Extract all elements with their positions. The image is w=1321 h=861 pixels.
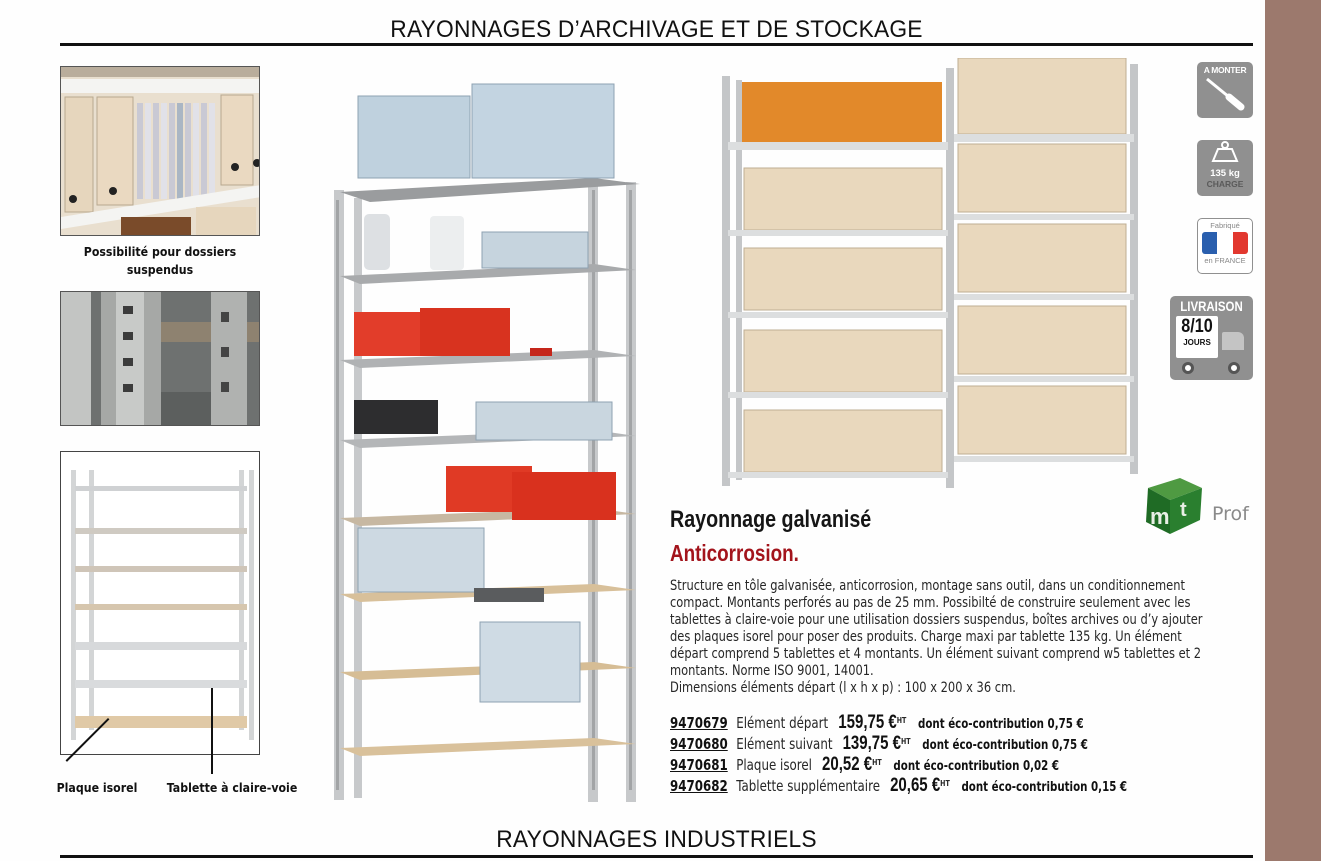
brand-suffix: Prof [1212,503,1249,525]
side-color-band [1265,0,1321,861]
section-title: RAYONNAGES D’ARCHIVAGE ET DE STOCKAGE [390,16,923,43]
price-row [670,733,1223,754]
assembly-required-badge [1197,62,1253,118]
section-rule [60,43,1253,46]
item-name: Plaque isorel [736,756,812,774]
french-flag-icon [1202,232,1248,254]
upright-closeup-photo [60,291,260,426]
mt-cube-logo-icon [1140,476,1206,536]
item-name: Elément suivant [736,735,833,753]
delivery-label: LIVRAISON [1180,299,1243,314]
item-price: 20,65 € [890,775,941,796]
product-subtitle: Anticorrosion. [670,540,799,566]
eco-contribution: dont éco-contribution 0,75 € [922,738,1088,753]
item-price: 20,52 € [822,754,873,775]
made-label-bottom: en FRANCE [1204,256,1246,265]
truck-wheel-icon [1182,362,1194,374]
made-in-france-badge [1197,218,1253,274]
price-row [670,712,1223,733]
archive-shelving-photo [722,58,1140,488]
product-reference[interactable]: 9470680 [670,735,728,753]
tax-label: HT [872,758,882,767]
caption-claire-voie: Tablette à claire-voie [166,780,298,795]
price-row [670,754,1223,775]
load-value: 135 kg [1210,168,1240,179]
item-price: 159,75 € [838,712,897,733]
delivery-days: 8/10 [1181,316,1213,337]
delivery-badge [1170,296,1253,380]
product-reference[interactable]: 9470682 [670,777,728,795]
next-section-title: RAYONNAGES INDUSTRIELS [496,826,817,853]
dimensions-text: Dimensions éléments départ (l x h x p) : 100 x 200 x 36 cm. [670,680,1016,696]
price-row [670,775,1223,796]
load-label: CHARGE [1206,179,1244,189]
caption-isorel: Plaque isorel [56,780,138,795]
truck-cab-icon [1222,332,1244,350]
tax-label: HT [901,737,911,746]
weight-icon [1211,140,1239,162]
product-reference[interactable]: 9470679 [670,714,728,732]
tax-label: HT [940,779,950,788]
shelf-diagram-photo [60,451,260,755]
truck-wheel-icon [1228,362,1240,374]
delivery-days-box [1176,316,1218,358]
load-capacity-badge [1197,140,1253,196]
product-reference[interactable]: 9470681 [670,756,728,774]
item-price: 139,75 € [842,733,902,754]
screwdriver-icon [1203,75,1247,111]
eco-contribution: dont éco-contribution 0,15 € [961,780,1128,795]
tax-label: HT [896,716,907,725]
main-shelf-photo [330,80,650,810]
price-list [670,712,1223,796]
section-rule [60,855,1253,858]
product-title: Rayonnage galvanisé [670,506,872,533]
eco-contribution: dont éco-contribution 0,75 € [917,717,1084,732]
assembly-label: A MONTER [1203,65,1247,75]
suspended-folders-photo [60,66,260,236]
svg-text:m: m [1150,504,1170,529]
made-label-top: Fabriqué [1210,221,1240,230]
caption-suspended-folders: Possibilité pour dossiers suspendus [83,244,237,277]
claire-voie-leader-line [211,688,213,774]
svg-text:t: t [1180,499,1187,521]
delivery-unit: JOURS [1183,338,1211,347]
description-text: Structure en tôle galvanisée, anticorrosion, montage sans outil, dans un conditionnement compact. Montants perforés au pas de 25 mm. Possibilté de construire seulement avec les tablettes à claire-voie pour une utilisation dossiers suspendus, boîtes archives ou d’y ajouter des plaques isorel pour poser des produits. Charge maxi par tablette 135 kg. Un élément départ comprend 5 tablettes et 4 montants. Un élément suivant comprend w5 tablettes et 2 montants. Norme ISO 9001, 14001. [670,578,1203,679]
item-name: Elément départ [736,714,829,732]
item-name: Tablette supplémentaire [736,777,880,795]
product-description [670,578,1223,697]
eco-contribution: dont éco-contribution 0,02 € [893,759,1060,774]
